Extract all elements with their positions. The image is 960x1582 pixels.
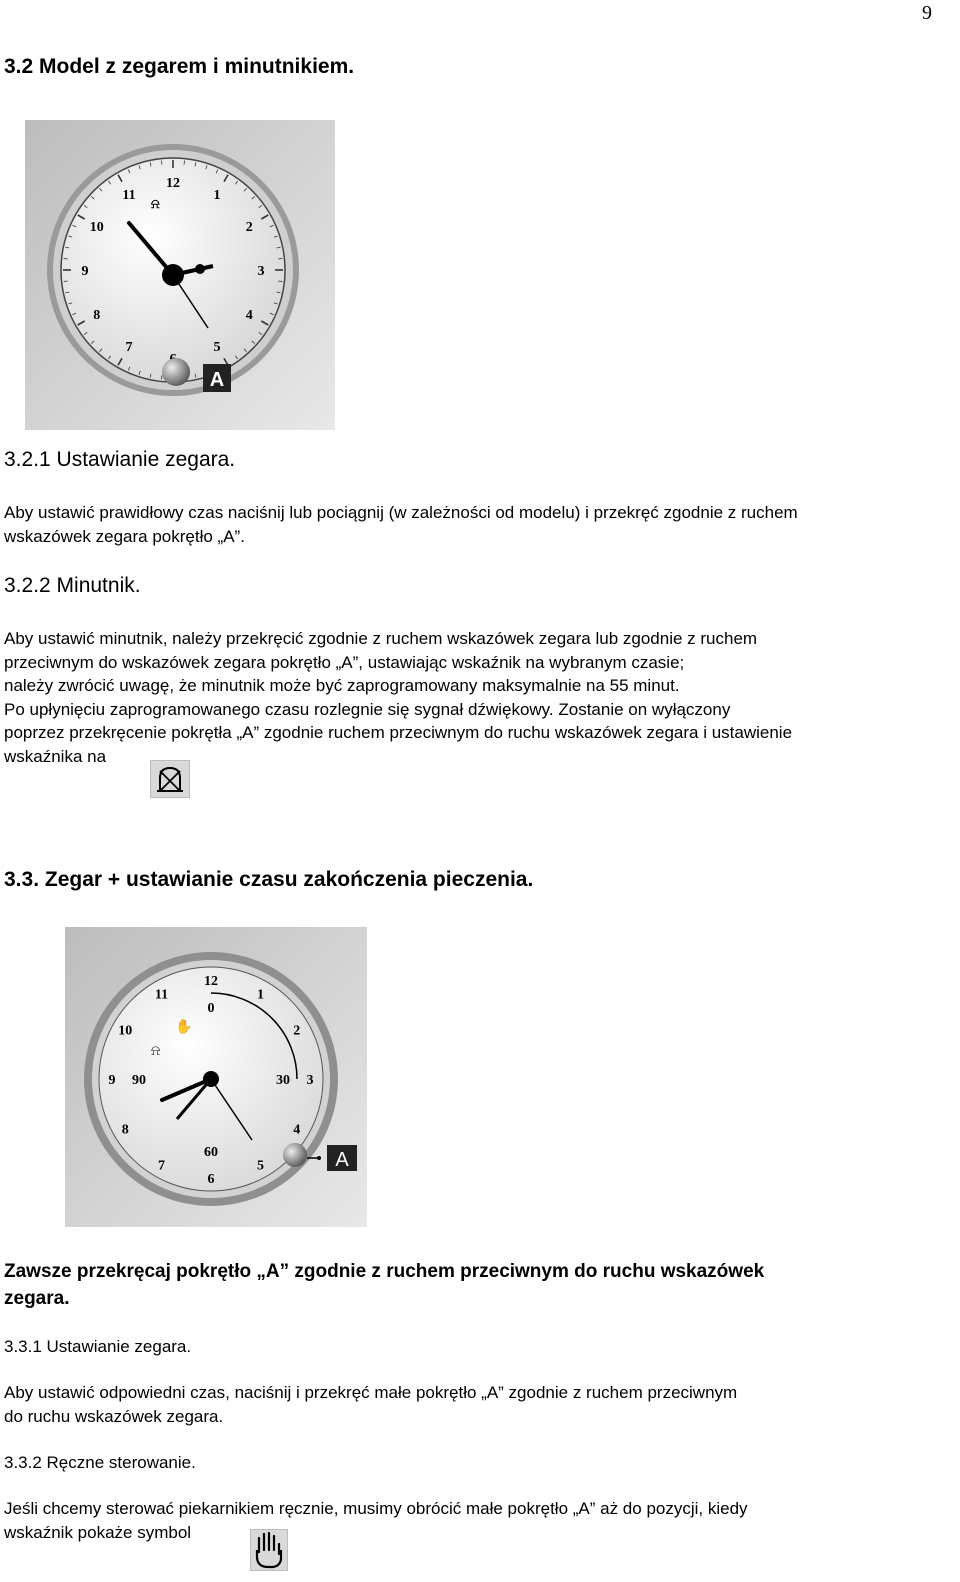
warning-text: Zawsze przekręcaj pokrętło „A” zgodnie z ruchem przeciwnym do ruchu wskazówek zegara.: [4, 1261, 765, 1309]
knob-a[interactable]: [283, 1143, 307, 1167]
hour-number: 7: [125, 340, 133, 356]
hour-number: 9: [108, 1073, 116, 1088]
section-33-title: 3.3. Zegar + ustawianie czasu zakończenia pieczenia.: [4, 868, 534, 891]
sub-332-title: 3.3.2 Ręczne sterowanie.: [4, 1453, 196, 1472]
hour-number: 5: [213, 340, 221, 356]
hour-number: 2: [245, 220, 253, 235]
hour-number: 4: [293, 1122, 301, 1138]
hour-number: 8: [93, 308, 101, 323]
hand-icon: ✋: [175, 1020, 193, 1035]
minute-mark: 90: [132, 1073, 146, 1088]
hour-number: 12: [204, 974, 218, 989]
sub-332-text: Jeśli chcemy sterować piekarnikiem ręcznie, musimy obrócić małe pokrętło „A” aż do pozycji, kiedy wskaźnik pokaże symbol: [4, 1499, 748, 1542]
hour-number: 7: [158, 1158, 165, 1174]
page-number: 9: [922, 2, 932, 24]
hour-number: 9: [81, 264, 89, 279]
clock-figure-33: [65, 927, 367, 1227]
minute-mark: 30: [276, 1073, 290, 1088]
hour-number: 2: [293, 1023, 301, 1039]
hour-number: 11: [154, 987, 169, 1003]
hour-number: 11: [122, 187, 136, 203]
hour-number: 6: [207, 1172, 215, 1187]
hand-icon: [250, 1529, 288, 1571]
hour-number: 1: [257, 987, 264, 1003]
bell-icon: ⍾: [151, 1044, 161, 1059]
section-32-title: 3.2 Model z zegarem i minutnikiem.: [4, 55, 355, 78]
sub-321-text: Aby ustawić prawidłowy czas naciśnij lub pociągnij (w zależności od modelu) i przekręć zgodnie z ruchem wskazówek zegara pokrętło „A”.: [4, 503, 798, 546]
sub-322-title: 3.2.2 Minutnik.: [4, 574, 141, 597]
sub-322-text: Aby ustawić minutnik, należy przekręcić zgodnie z ruchem wskazówek zegara lub zgodnie z ruchem przeciwnym do wskazówek zegara pokrętło „A”, ustawiając wskaźnik na wybranym czasie; należy zwrócić uwagę, że minutnik może być zaprogramowany maksymalnie na 55 minut. Po upłynięciu zaprogramowanego czasu rozlegnie się sygnał dźwiękowy. Zostanie on wyłączony poprzez przekręcenie pokrętła „A” zgodnie ruchem przeciwnym do ruchu wskazówek zegara i ustawienie wskaźnika na: [4, 629, 793, 766]
hour-number: 3: [257, 264, 265, 279]
hour-number: 10: [89, 220, 104, 235]
bell-icon: ⍾: [151, 196, 160, 211]
hour-number: 1: [213, 187, 221, 203]
knob-label: A: [209, 369, 225, 391]
hour-number: 10: [118, 1023, 133, 1039]
bell-icon: [150, 760, 190, 798]
hour-number: 5: [257, 1158, 264, 1174]
knob-a[interactable]: [162, 358, 190, 386]
clock-figure-32: [25, 120, 335, 430]
hour-number: 3: [306, 1073, 314, 1088]
sub-331-text: Aby ustawić odpowiedni czas, naciśnij i przekręć małe pokrętło „A” zgodnie z ruchem przeciwnym do ruchu wskazówek zegara.: [4, 1383, 738, 1426]
sub-331-title: 3.3.1 Ustawianie zegara.: [4, 1337, 192, 1356]
sub-321-title: 3.2.1 Ustawianie zegara.: [4, 448, 236, 471]
minute-mark: 0: [207, 1001, 215, 1016]
hour-number: 4: [245, 308, 253, 323]
knob-label: A: [335, 1149, 349, 1171]
hour-number: 8: [121, 1122, 129, 1138]
hour-number: 12: [166, 176, 180, 191]
minute-mark: 60: [204, 1145, 218, 1160]
